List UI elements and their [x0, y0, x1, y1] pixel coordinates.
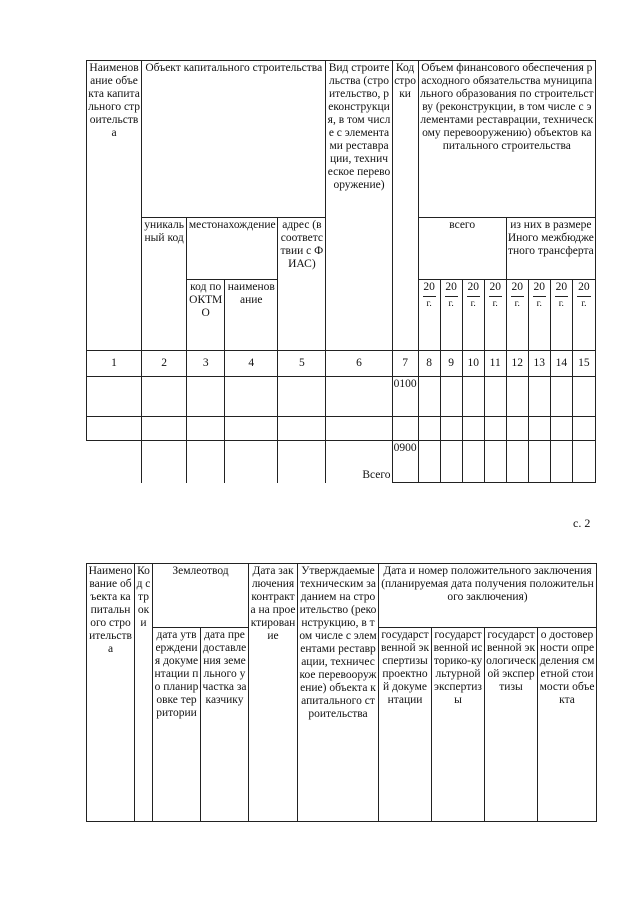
table-row	[87, 417, 596, 441]
header-name: Наименование объекта капитального строительства	[87, 564, 135, 822]
header-historical-expertise: государственной историко-культурной экспертизы	[432, 628, 485, 822]
column-number-row	[87, 351, 596, 377]
header-location: местонахождение	[187, 218, 278, 280]
header-construction-type: Вид строительства (строительство, реконструкция, в том числе с элементами реставрации, техническое перевооружение)	[326, 61, 392, 351]
year-cell: 20 г.	[440, 280, 462, 351]
header-line-code: Код строки	[135, 564, 153, 822]
header-ecological-expertise: государственной экологической экспертизы	[485, 628, 538, 822]
capital-construction-table	[86, 60, 596, 483]
header-naming: наименование	[225, 280, 278, 351]
header-object: Объект капитального строительства	[142, 61, 326, 218]
header-approved-specs: Утверждаемые техническим заданием на строительство (реконструкцию, в том числе с элементами реставрации, техническое перевооружение) объекта капитального строительства	[298, 564, 379, 822]
column-number: 3	[187, 351, 225, 377]
column-number: 1	[87, 351, 142, 377]
year-cell: 20 г.	[462, 280, 484, 351]
year-cell: 20 г.	[418, 280, 440, 351]
header-land-date-provision: дата предоставления земельного участка заказчику	[201, 628, 249, 822]
column-number: 2	[142, 351, 187, 377]
total-row	[87, 441, 596, 483]
column-number: 14	[550, 351, 572, 377]
year-cell: 20 г.	[572, 280, 595, 351]
header-total: всего	[418, 218, 506, 280]
column-number: 10	[462, 351, 484, 377]
row-code	[392, 417, 418, 441]
header-cost-reliability: о достоверности определения сметной стоимости объекта	[538, 628, 597, 822]
header-contract-date: Дата заключения контракта на проектирование	[249, 564, 298, 822]
table-row	[87, 377, 596, 417]
total-label: Всего	[326, 441, 392, 483]
header-oktmo: код по ОКТМО	[187, 280, 225, 351]
column-number: 9	[440, 351, 462, 377]
total-code: 0900	[392, 441, 418, 483]
land-and-expertise-table	[86, 563, 597, 822]
column-number: 12	[506, 351, 528, 377]
header-address: адрес (в соответствии с ФИАС)	[278, 218, 326, 351]
column-number: 4	[225, 351, 278, 377]
header-land-date-planning: дата утверждения документации по планировке территории	[153, 628, 201, 822]
header-financing-volume: Объем финансового обеспечения расходного обязательства муниципального образования по строительству (реконструкции, в том числе с элементами реставрации, техническому перевооружению) объектов капитального строительства	[418, 61, 595, 218]
header-name: Наименование объекта капитального строительства	[87, 61, 142, 351]
year-cell: 20 г.	[484, 280, 506, 351]
year-cell: 20 г.	[550, 280, 572, 351]
row-code: 0100	[392, 377, 418, 417]
year-cell: 20 г.	[506, 280, 528, 351]
column-number: 7	[392, 351, 418, 377]
header-unique-code: уникальный код	[142, 218, 187, 351]
column-number: 8	[418, 351, 440, 377]
header-land: Землеотвод	[153, 564, 249, 628]
header-of-which: из них в размере Иного межбюджетного трансферта	[506, 218, 595, 280]
year-cell: 20 г.	[528, 280, 550, 351]
column-number: 5	[278, 351, 326, 377]
column-number: 15	[572, 351, 595, 377]
header-conclusion: Дата и номер положительного заключения (планируемая дата получения положительного заключения)	[379, 564, 597, 628]
column-number: 11	[484, 351, 506, 377]
column-number: 13	[528, 351, 550, 377]
page-number: с. 2	[573, 516, 591, 530]
column-number: 6	[326, 351, 392, 377]
header-line-code: Код строки	[392, 61, 418, 351]
header-state-expertise: государственной экспертизы проектной документации	[379, 628, 432, 822]
